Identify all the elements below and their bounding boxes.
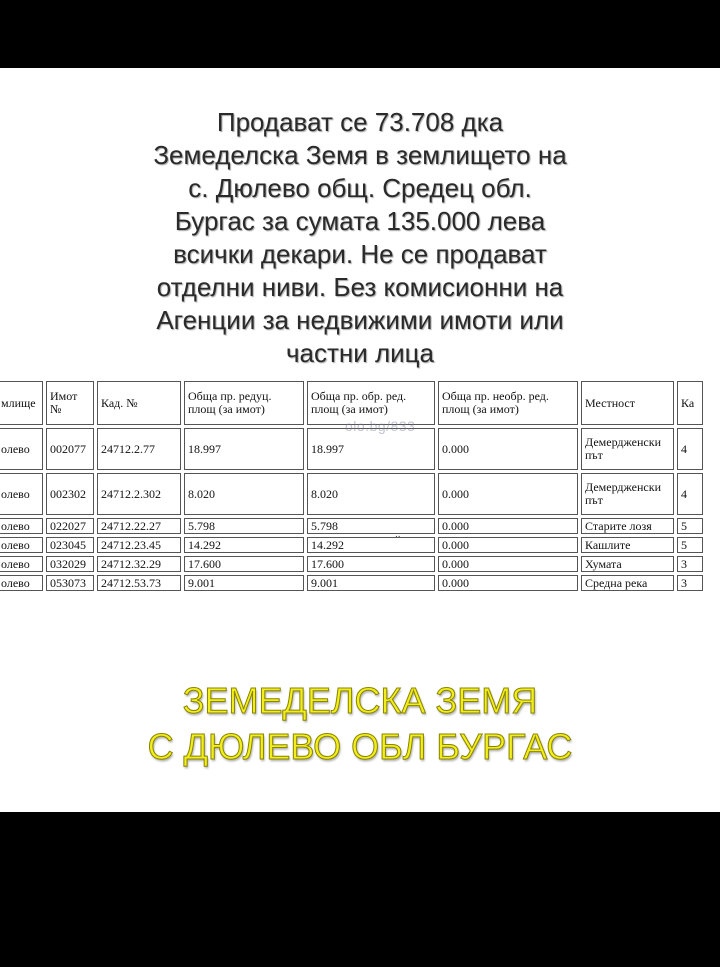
header-reducirana: Обща пр. редуц. площ (за имот)	[184, 381, 304, 425]
site-watermark: olo.bg/833	[345, 418, 416, 434]
cell-neobrabotvaema: 0.000	[438, 473, 578, 515]
cell-obrabotvaema: 5.798	[307, 518, 435, 534]
cell-kategoria: 3	[677, 556, 703, 572]
cell-kad: 24712.2.302	[97, 473, 181, 515]
header-kategoria: Ка	[677, 381, 703, 425]
land-parcels-table	[0, 378, 706, 594]
table-row	[0, 473, 703, 515]
cell-zemlishte: олево	[0, 556, 43, 572]
cell-kategoria: 5	[677, 537, 703, 553]
cell-imot: 023045	[46, 537, 94, 553]
cell-obrabotvaema: 18.997	[307, 428, 435, 470]
table-row	[0, 428, 703, 470]
listing-headline	[60, 106, 660, 370]
cell-mestnost: Старите лозя	[581, 518, 674, 534]
cell-zemlishte: олево	[0, 537, 43, 553]
table-row	[0, 556, 703, 572]
headline-line: Продават се 73.708 дка	[216, 107, 504, 137]
cell-obrabotvaema: 14.292	[307, 537, 435, 553]
cell-reducirana: 17.600	[184, 556, 304, 572]
table-row	[0, 575, 703, 591]
headline-line: с. Дюлево общ. Средец обл.	[188, 173, 532, 203]
headline-line: Земеделска Земя в землището на	[153, 140, 567, 170]
banner-line-1: ЗЕМЕДЕЛСКА ЗЕМЯ	[182, 680, 538, 721]
header-imot: Имот №	[46, 381, 94, 425]
headline-line: Агенции за недвижими имоти или	[156, 305, 564, 335]
cell-zemlishte: олево	[0, 518, 43, 534]
cell-reducirana: 14.292	[184, 537, 304, 553]
cell-kategoria: 4	[677, 473, 703, 515]
cell-mestnost: Демердженски път	[581, 473, 674, 515]
cell-reducirana: 9.001	[184, 575, 304, 591]
cell-kategoria: 5	[677, 518, 703, 534]
cell-mestnost: Демердженски път	[581, 428, 674, 470]
cell-neobrabotvaema: 0.000	[438, 556, 578, 572]
cell-mestnost: Кашлите	[581, 537, 674, 553]
headline-line: Бургас за сумата 135.000 лева	[174, 206, 546, 236]
cell-imot: 022027	[46, 518, 94, 534]
headline-line: всички декари. Не се продават	[173, 239, 547, 269]
cell-imot: 002302	[46, 473, 94, 515]
header-obrabotvaema: Обща пр. обр. ред. площ (за имот)	[307, 381, 435, 425]
scan-tick-mark: ..	[395, 529, 401, 540]
cell-neobrabotvaema: 0.000	[438, 537, 578, 553]
cell-mestnost: Средна река	[581, 575, 674, 591]
cell-kad: 24712.2.77	[97, 428, 181, 470]
cell-neobrabotvaema: 0.000	[438, 518, 578, 534]
headline-line: частни лица	[285, 338, 435, 368]
cell-imot: 032029	[46, 556, 94, 572]
banner-line-2: С ДЮЛЕВО ОБЛ БУРГАС	[147, 726, 573, 767]
document-sheet	[0, 68, 720, 812]
cell-imot: 053073	[46, 575, 94, 591]
cell-zemlishte: олево	[0, 575, 43, 591]
header-mestnost: Местност	[581, 381, 674, 425]
banner-title	[0, 678, 720, 770]
table-row	[0, 537, 703, 553]
cell-kategoria: 3	[677, 575, 703, 591]
cell-zemlishte: олево	[0, 473, 43, 515]
cell-reducirana: 5.798	[184, 518, 304, 534]
header-zemlishte: млище	[0, 381, 43, 425]
table-row	[0, 518, 703, 534]
cell-reducirana: 8.020	[184, 473, 304, 515]
cell-zemlishte: олево	[0, 428, 43, 470]
headline-line: отделни ниви. Без комисионни на	[156, 272, 564, 302]
cell-mestnost: Хумата	[581, 556, 674, 572]
cell-kad: 24712.22.27	[97, 518, 181, 534]
cell-neobrabotvaema: 0.000	[438, 575, 578, 591]
cell-reducirana: 18.997	[184, 428, 304, 470]
cell-kad: 24712.23.45	[97, 537, 181, 553]
header-neobrabotvaema: Обща пр. необр. ред. площ (за имот)	[438, 381, 578, 425]
cell-obrabotvaema: 17.600	[307, 556, 435, 572]
cell-obrabotvaema: 8.020	[307, 473, 435, 515]
cell-kategoria: 4	[677, 428, 703, 470]
land-table-wrapper	[0, 378, 720, 594]
header-kad: Кад. №	[97, 381, 181, 425]
cell-obrabotvaema: 9.001	[307, 575, 435, 591]
cell-kad: 24712.53.73	[97, 575, 181, 591]
cell-neobrabotvaema: 0.000	[438, 428, 578, 470]
cell-kad: 24712.32.29	[97, 556, 181, 572]
cell-imot: 002077	[46, 428, 94, 470]
